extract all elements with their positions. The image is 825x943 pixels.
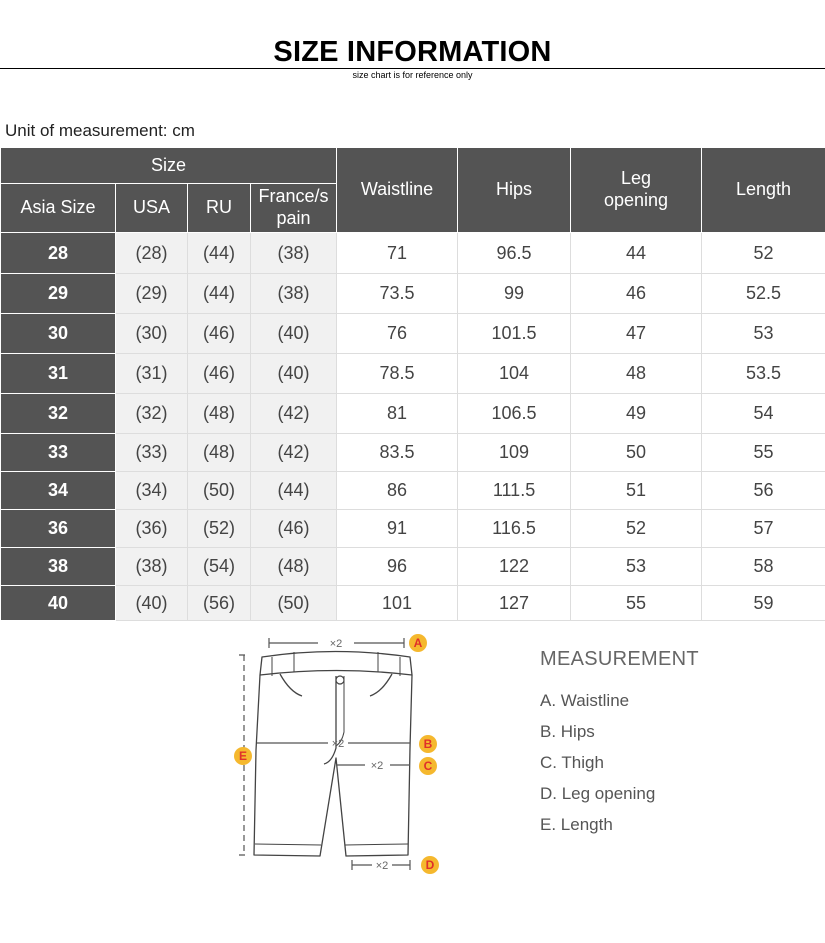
marker-b: B: [423, 737, 433, 751]
size-table-body: [1, 233, 825, 621]
cell-asia-size: 40: [1, 586, 116, 621]
page-subtitle: size chart is for reference only: [352, 70, 473, 80]
table-row: [1, 586, 825, 621]
shorts-outline: [254, 675, 412, 856]
legend-title: MEASUREMENT: [540, 648, 699, 670]
table-row: [1, 354, 825, 394]
cell-ru: (54): [188, 548, 251, 586]
cell-hips: 104: [458, 354, 571, 394]
marker-e: E: [238, 749, 248, 763]
cell-asia-size: 30: [1, 314, 116, 354]
cell-asia-size: 28: [1, 233, 116, 274]
cell-ru: (46): [188, 354, 251, 394]
cell-hips: 99: [458, 274, 571, 314]
cell-france-spain: (38): [251, 233, 337, 274]
table-row: [1, 233, 825, 274]
button-icon: [336, 676, 344, 684]
cell-france-spain: (40): [251, 314, 337, 354]
table-row: [1, 548, 825, 586]
cell-leg-opening: 49: [571, 394, 702, 434]
col-header-hips: Hips: [458, 148, 571, 233]
cell-ru: (46): [188, 314, 251, 354]
cell-france-spain: (42): [251, 434, 337, 472]
cell-france-spain: (44): [251, 472, 337, 510]
size-group-header: Size: [1, 148, 337, 184]
multiplier-a: ×2: [329, 638, 343, 650]
table-row: [1, 394, 825, 434]
multiplier-c: ×2: [370, 760, 384, 772]
cell-hips: 101.5: [458, 314, 571, 354]
cell-length: 53: [702, 314, 825, 354]
page-title: SIZE INFORMATION: [273, 36, 552, 68]
cell-leg-opening: 55: [571, 586, 702, 621]
cell-france-spain: (42): [251, 394, 337, 434]
cell-usa: (34): [116, 472, 188, 510]
cell-usa: (31): [116, 354, 188, 394]
cell-usa: (40): [116, 586, 188, 621]
multiplier-d: ×2: [375, 860, 389, 872]
fly-stitch: [336, 676, 344, 746]
cell-waistline: 101: [337, 586, 458, 621]
cell-waistline: 96: [337, 548, 458, 586]
cell-waistline: 73.5: [337, 274, 458, 314]
cell-hips: 111.5: [458, 472, 571, 510]
cell-ru: (44): [188, 274, 251, 314]
cell-usa: (36): [116, 510, 188, 548]
cell-asia-size: 33: [1, 434, 116, 472]
cell-hips: 122: [458, 548, 571, 586]
col-header-ru: RU: [188, 184, 251, 233]
cell-length: 59: [702, 586, 825, 621]
col-header-asia-size: Asia Size: [1, 184, 116, 233]
cell-waistline: 86: [337, 472, 458, 510]
cell-france-spain: (50): [251, 586, 337, 621]
cell-asia-size: 34: [1, 472, 116, 510]
cell-ru: (48): [188, 434, 251, 472]
cell-usa: (29): [116, 274, 188, 314]
cell-waistline: 71: [337, 233, 458, 274]
cell-waistline: 81: [337, 394, 458, 434]
size-table: [0, 147, 825, 621]
table-row: [1, 510, 825, 548]
legend-item-thigh: C. Thigh: [540, 753, 604, 772]
legend-item-hips: B. Hips: [540, 722, 595, 741]
col-header-length: Length: [702, 148, 825, 233]
cell-asia-size: 36: [1, 510, 116, 548]
fly-seam: [324, 676, 336, 764]
legend-item-waistline: A. Waistline: [540, 691, 630, 710]
cell-asia-size: 31: [1, 354, 116, 394]
cell-leg-opening: 48: [571, 354, 702, 394]
waistband-shape: [260, 652, 412, 676]
cell-usa: (32): [116, 394, 188, 434]
cell-length: 52: [702, 233, 825, 274]
multiplier-b: ×2: [331, 738, 345, 750]
cell-hips: 106.5: [458, 394, 571, 434]
col-header-france-spain: [251, 184, 337, 233]
measurement-legend: [540, 648, 699, 840]
right-pocket: [370, 674, 392, 696]
table-row: [1, 274, 825, 314]
cell-waistline: 91: [337, 510, 458, 548]
cell-length: 54: [702, 394, 825, 434]
left-pocket: [280, 674, 302, 696]
cell-length: 53.5: [702, 354, 825, 394]
cell-usa: (33): [116, 434, 188, 472]
cell-france-spain: (38): [251, 274, 337, 314]
cell-usa: (38): [116, 548, 188, 586]
cell-usa: (28): [116, 233, 188, 274]
title-divider: [0, 68, 825, 69]
shorts-diagram: [232, 630, 447, 880]
legend-item-length: E. Length: [540, 815, 613, 834]
cell-length: 55: [702, 434, 825, 472]
cell-ru: (50): [188, 472, 251, 510]
cell-ru: (44): [188, 233, 251, 274]
cell-waistline: 76: [337, 314, 458, 354]
col-header-leg-opening: [571, 148, 702, 233]
cell-ru: (48): [188, 394, 251, 434]
cell-hips: 109: [458, 434, 571, 472]
cell-leg-opening: 46: [571, 274, 702, 314]
table-row: [1, 314, 825, 354]
col-header-france-spain-label: France/s pain: [258, 186, 329, 228]
cell-leg-opening: 52: [571, 510, 702, 548]
cell-leg-opening: 51: [571, 472, 702, 510]
cell-france-spain: (40): [251, 354, 337, 394]
cell-length: 58: [702, 548, 825, 586]
marker-d: D: [425, 858, 435, 872]
cell-france-spain: (48): [251, 548, 337, 586]
cell-ru: (52): [188, 510, 251, 548]
unit-label: Unit of measurement: cm: [5, 121, 195, 140]
legend-item-leg-opening: D. Leg opening: [540, 784, 656, 803]
cell-hips: 96.5: [458, 233, 571, 274]
col-header-leg-opening-label: Leg opening: [603, 168, 669, 210]
cell-asia-size: 29: [1, 274, 116, 314]
cell-leg-opening: 50: [571, 434, 702, 472]
col-header-waistline: Waistline: [337, 148, 458, 233]
table-row: [1, 434, 825, 472]
cell-waistline: 78.5: [337, 354, 458, 394]
cell-hips: 127: [458, 586, 571, 621]
cell-usa: (30): [116, 314, 188, 354]
cell-asia-size: 32: [1, 394, 116, 434]
marker-c: C: [423, 759, 433, 773]
cell-ru: (56): [188, 586, 251, 621]
cell-leg-opening: 47: [571, 314, 702, 354]
cell-waistline: 83.5: [337, 434, 458, 472]
cell-length: 57: [702, 510, 825, 548]
cell-asia-size: 38: [1, 548, 116, 586]
cell-leg-opening: 44: [571, 233, 702, 274]
cell-length: 56: [702, 472, 825, 510]
cell-leg-opening: 53: [571, 548, 702, 586]
col-header-usa: USA: [116, 184, 188, 233]
marker-a: A: [413, 636, 423, 650]
cell-france-spain: (46): [251, 510, 337, 548]
cell-hips: 116.5: [458, 510, 571, 548]
table-row: [1, 472, 825, 510]
cell-length: 52.5: [702, 274, 825, 314]
